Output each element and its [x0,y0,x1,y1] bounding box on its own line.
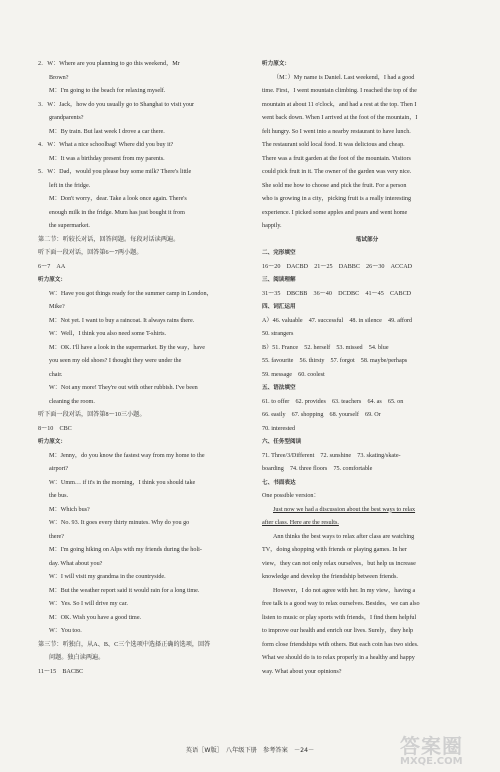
text-line: after class. Here are the results. [262,520,339,526]
text-line: 听力原文： [262,61,290,67]
text-line: M：I'm going to the beach for relaxing myself. [49,88,166,94]
text-line: 二、完形填空 [262,250,296,256]
text-line: happily. [262,223,282,229]
text-line: 31～35 DBCBB 36～40 DCDBC 41～45 CABCD [262,290,412,297]
text-line: What we should do is to relax properly in a healthy and happy [262,655,415,661]
text-line: you seen my old shoes? I thought they were under the [49,358,182,364]
text-line: W：You too. [49,628,82,634]
text-line: 59. message 60. coolest [262,371,325,378]
text-line: cleaning the room. [49,398,95,405]
text-line: time. First，I went mountain climbing. I reached the top of the [262,88,417,94]
text-line: free talk is a good way to relax ourselves. Besides，we can also [262,601,420,607]
text-line: 听下面一段对话，回答第6～7两小题。 [38,250,143,256]
text-line: 听力原文： [38,277,66,283]
text-line: W：Umm… if it's in the morning，I think you should take [49,479,196,486]
text-line: She sold me how to choose and pick the fruit. For a person [262,182,407,189]
text-line: boarding 74. three floors 75. comfortable [262,466,373,472]
text-line: airport? [49,466,69,472]
text-line: 6～7 AA [38,263,66,270]
text-line: W：Not any more! They're out with other rubbish. I've been [49,385,198,391]
text-line: knowledge and develop the friendship between friends. [262,574,398,580]
text-line: B）51. France 52. herself 53. missed 54. blue [262,344,389,351]
text-line: However，I do not agree with her. In my view，having a [273,587,416,594]
text-line: M：But the weather report said it would rain for a long time. [49,587,200,594]
text-line: mountain at about 11 o'clock，and had a rest at the top. Then I [262,101,417,108]
text-line: M：OK. Wish you have a good time. [49,614,142,621]
text-line: 3．W：Jack，how do you usually go to Shanghai to visit your [38,101,195,108]
watermark-bottom: MXQE.COM [400,756,463,767]
text-line: 问题。独白读两遍。 [49,655,105,661]
text-line: who is growing in a city，picking fruit is a really interesting [262,196,412,202]
text-line: the supermarket. [49,223,90,229]
text-line: 三、阅读理解 [262,277,296,283]
text-line: left in the fridge. [49,182,91,189]
text-line: to improve our health and enrich our lives. Surely，they help [262,628,414,634]
text-line: 笔试部分 [355,236,379,243]
text-line: Just now we had a discussion about the best ways to relax [273,506,416,513]
text-line: 61. to offer 62. provides 63. teachers 64. as 65. on [262,398,404,405]
text-line: M：Jenny，do you know the fastest way from my home to the [49,452,205,459]
text-line: 第二节：听较长对话，回答问题。每段对话读两遍。 [38,236,180,243]
text-line: W：No. 93. It goes every thirty minutes. Why do you go [49,520,190,526]
text-line: listen to music or play sports with friends，I find them helpful [262,614,417,621]
text-line: 第三节：听独白，从A、B、C三个选项中选择正确的选项，回答 [38,641,211,648]
text-line: 16～20 DACBD 21～25 DABBC 26～30 ACCAD [262,263,413,270]
text-line: M：Don't worry，dear. Take a look once again. There's [49,196,187,202]
text-line: W：Yes. So I will drive my car. [49,601,128,607]
text-line: The restaurant sold local food. It was delicious and cheap. [262,142,405,148]
text-line: the bus. [49,493,69,499]
text-line: view，they can not only relax ourselves，but help us increase [262,560,416,567]
text-line: 70. interested [262,425,296,432]
watermark-top: 答案圈 [400,734,463,758]
right-column [262,58,472,679]
text-line: 七、书面表达 [262,479,296,486]
text-line: 66. easily 67. shopping 68. yourself 69. Or [262,412,381,418]
text-line: could pick fruit in it. The owner of the garden was very nice. [262,169,412,175]
text-line: M：Not yet. I want to buy a raincoat. It always rains there. [49,317,195,324]
text-line: 听力原文： [38,439,66,445]
text-line: （M：）My name is Daniel. Last weekend，I had a good [273,74,415,81]
watermark-logo [400,735,490,767]
text-line: Ann thinks the best ways to relax after class are watching [273,533,415,540]
text-line: One possible version： [262,493,320,499]
text-line: way. What about your opinions? [262,668,342,675]
text-line: 听下面一段对话，回答第8～10三小题。 [38,412,146,418]
text-line: 六、任务型阅读 [262,439,302,445]
text-line: 4．W：What a nice schoolbag! Where did you buy it? [38,142,174,148]
text-line: 11～15 BACBC [38,668,84,675]
text-line: went back down. When I arrived at the foot of the mountain，I [262,115,418,121]
text-line: form close friendships with others. But each coin has two sides. [262,641,419,648]
text-line: 55. favourite 56. thirsty 57. forgot 58. maybe/perhaps [262,358,408,364]
text-line: M：By train. But last week I drove a car there. [49,128,165,135]
text-line: grandparents? [49,115,84,121]
text-line: M：It was a birthday present from my parents. [49,155,165,162]
text-line: M：Which bus? [49,506,90,513]
text-line: Brown? [49,74,69,81]
text-line: 2．W：Where are you planning to go this weekend，Mr [38,61,180,67]
left-column [38,58,254,679]
text-line: 50. strangers [262,331,294,337]
text-line: A）46. valuable 47. successful 48. in silence 49. afford [262,317,413,324]
text-line: W：Well，I think you also need some T-shirts. [49,331,167,337]
text-line: M：I'm going hiking on Alps with my friends during the holi- [49,547,202,553]
text-line: felt hungry. So I went into a nearby restaurant to have lunch. [262,128,411,135]
text-line: There was a fruit garden at the foot of the mountain. Visitors [262,155,411,162]
text-line: experience. I picked some apples and pears and went home [262,209,408,216]
text-line: day. What about you? [49,560,103,567]
text-line: W：Have you got things ready for the summer camp in London， [49,290,213,297]
text-line: enough milk in the fridge. Mum has just bought it from [49,209,185,216]
text-line: Mike? [49,304,65,310]
text-line: 8～10 CBC [38,425,72,432]
text-line: 5．W：Dad，would you please buy some milk? There's little [38,169,192,175]
text-line: 五、语法填空 [262,385,296,391]
text-line: TV，doing shopping with friends or playing games. In her [262,547,407,553]
text-line: W：I will visit my grandma in the countryside. [49,574,166,580]
text-line: there? [49,533,64,540]
page-footer: 英语［W版］ 八年级下册 参考答案 －24－ [185,747,315,754]
text-line: chair. [49,371,63,378]
text-line: M：OK. I'll have a look in the supermarket. By the way，have [49,344,205,351]
text-line: 四、词汇运用 [262,304,296,310]
text-line: 71. Three/3/Different 72. sunshine 73. skating/skate- [262,452,401,459]
